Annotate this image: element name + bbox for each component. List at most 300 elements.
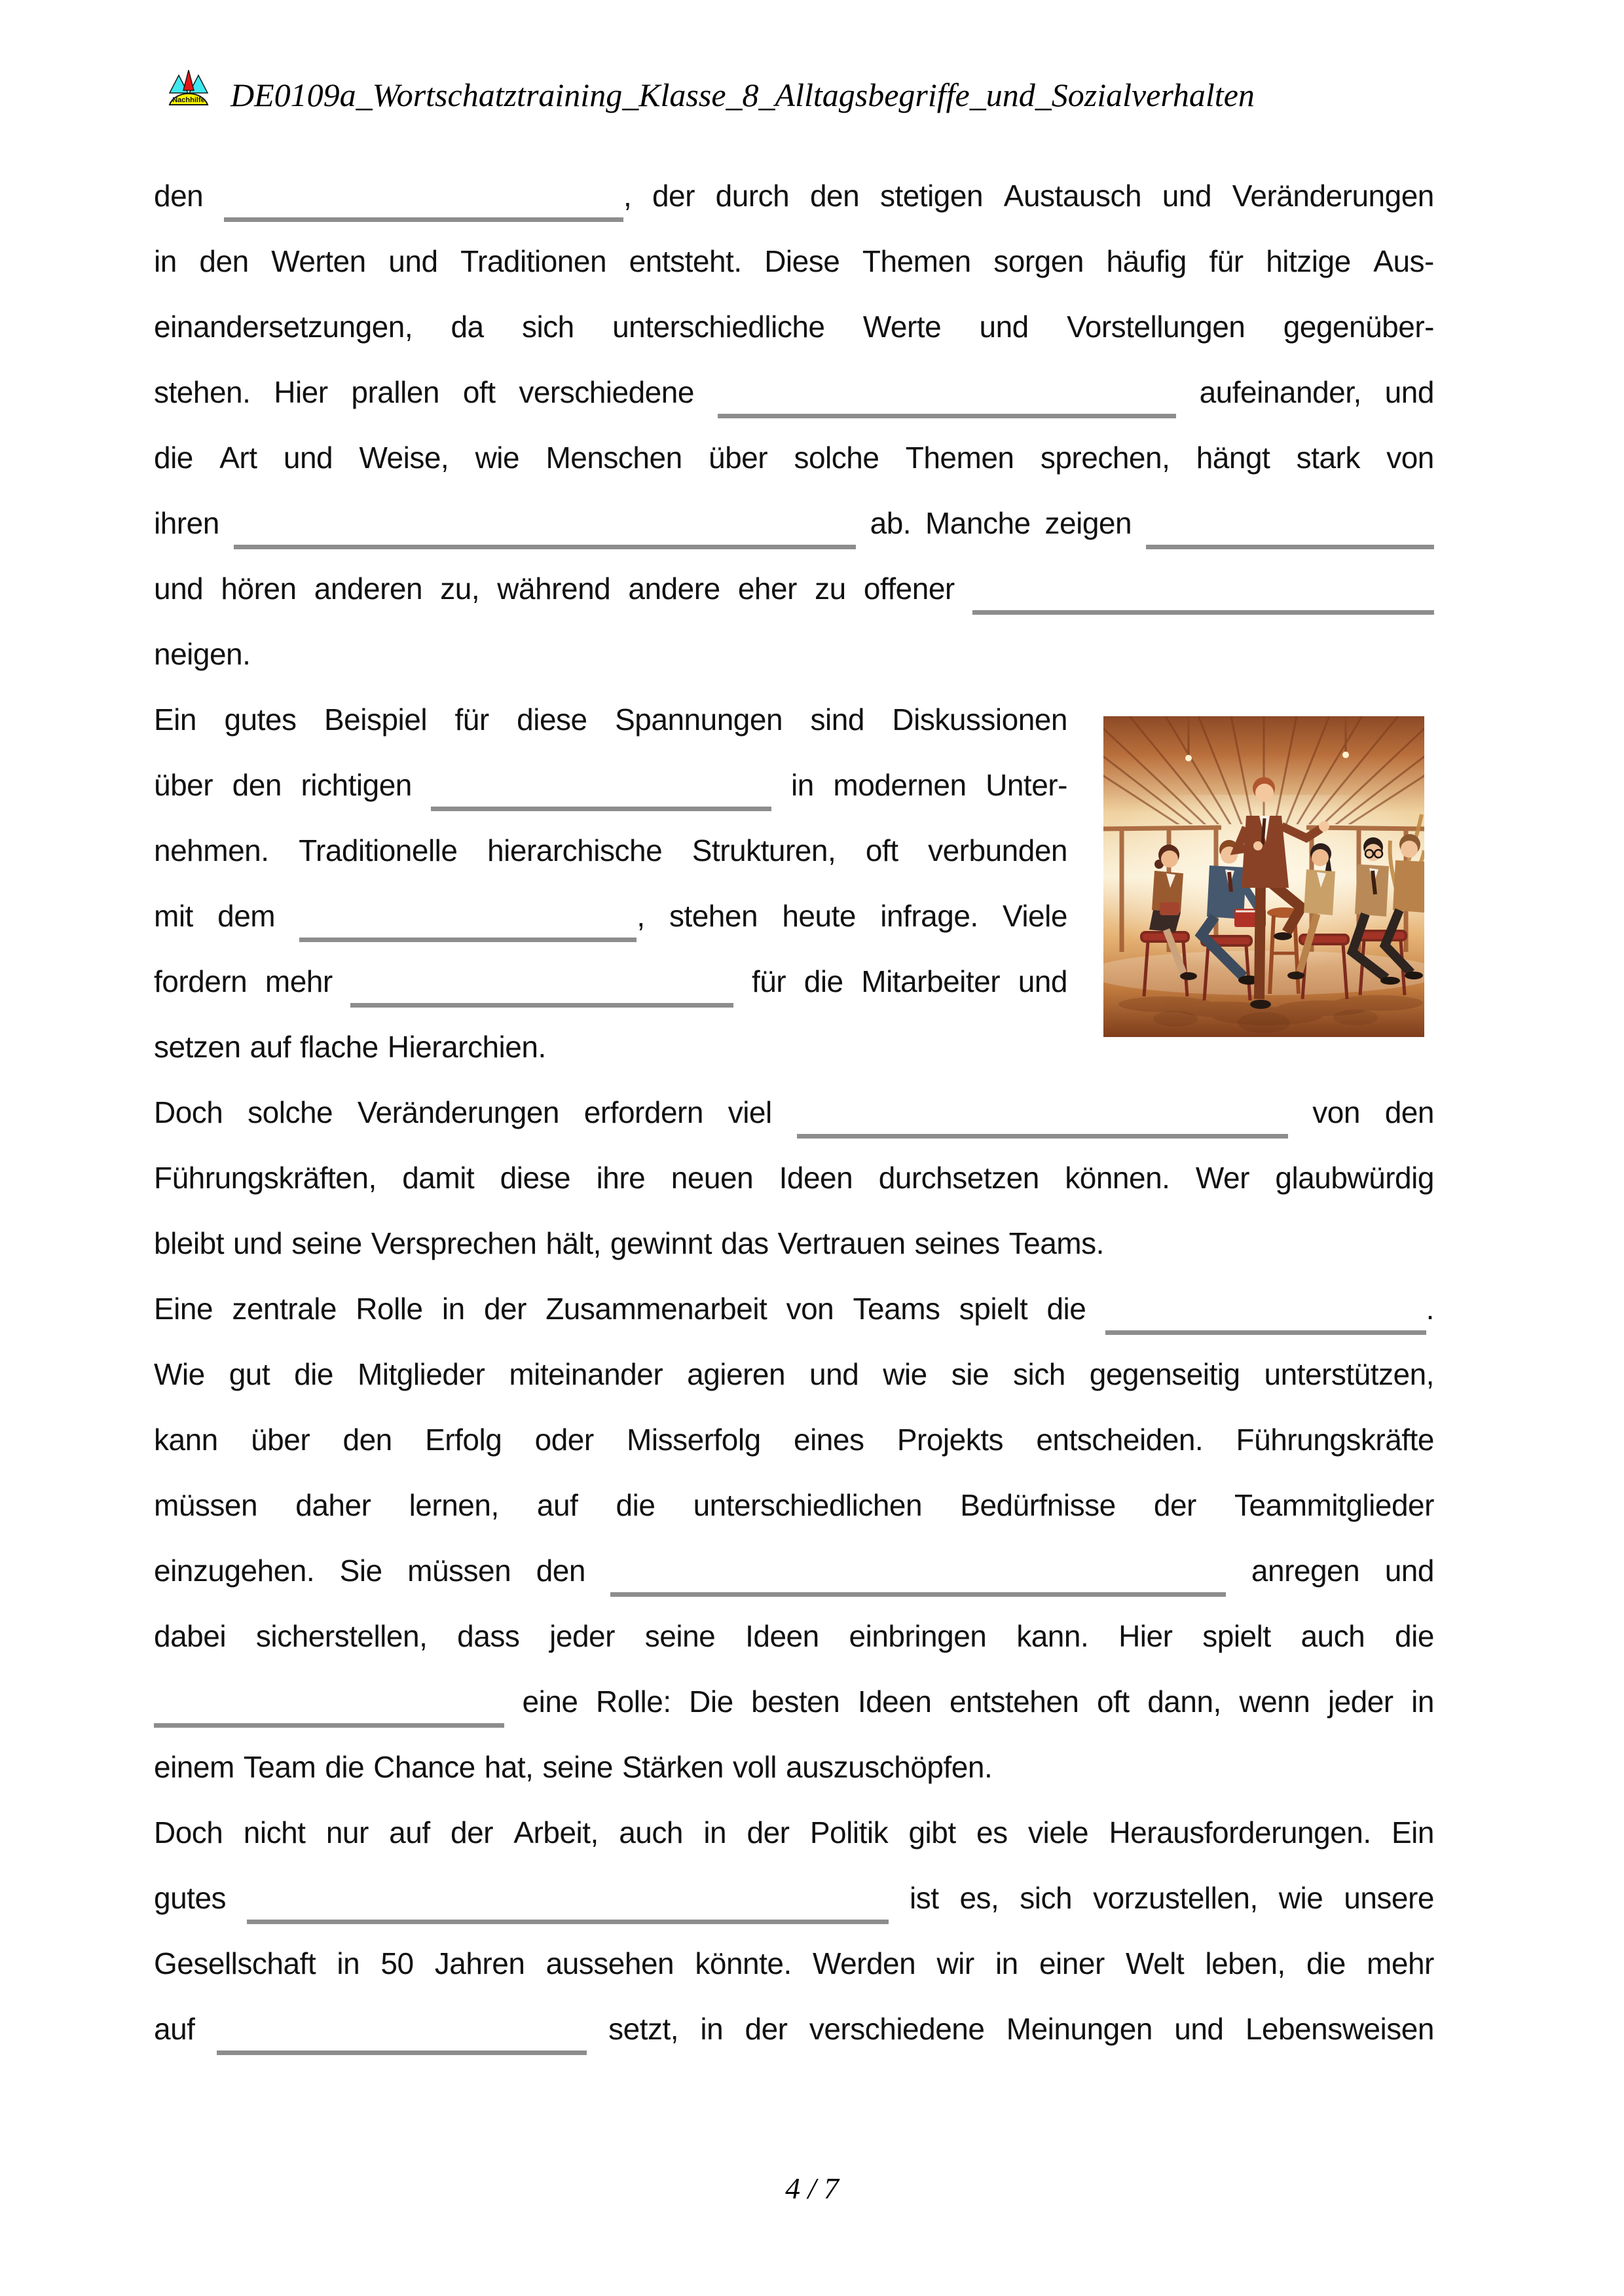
text-line	[154, 571, 1434, 636]
word: dabei	[154, 1619, 227, 1653]
word: auf	[154, 2012, 195, 2046]
word: auch	[1301, 1619, 1365, 1653]
word: gewinnt	[610, 1226, 712, 1260]
word: der	[652, 179, 695, 213]
document-title: DE0109a_Wortschatztraining_Klasse_8_Alltagsbegriffe_und_Sozialverhalten	[231, 77, 1255, 113]
text-line	[154, 1815, 1434, 1880]
blank-token	[431, 767, 771, 803]
word: mit	[154, 899, 193, 933]
word: mehr	[1367, 1946, 1434, 1980]
blank-token: ,	[299, 898, 644, 934]
text-line	[154, 1422, 1434, 1487]
word: richtigen	[301, 768, 412, 802]
word: jeder	[549, 1619, 615, 1653]
word: Traditionen	[460, 244, 607, 278]
word: Austausch	[1003, 179, 1142, 213]
word: ab.	[870, 506, 912, 540]
fill-in-blank[interactable]	[718, 397, 1176, 418]
text-line	[154, 1095, 1434, 1160]
word: Unter-	[986, 768, 1067, 802]
word: Beispiel	[323, 702, 428, 737]
blank-token: .	[1105, 1291, 1434, 1326]
word: glaubwürdig	[1275, 1161, 1434, 1195]
word: verschiedene	[809, 2012, 985, 2046]
word: setzt,	[608, 2012, 679, 2046]
text-line	[154, 1487, 1434, 1553]
word: Versprechen	[371, 1226, 537, 1260]
word: in	[703, 1815, 727, 1850]
word: Wie	[154, 1357, 205, 1391]
blank-token	[247, 1880, 889, 1916]
word: aufeinander,	[1199, 375, 1361, 409]
word: hierarchische	[487, 833, 663, 867]
word: viele	[1027, 1815, 1089, 1850]
text-line	[154, 1553, 1434, 1618]
word: auch	[619, 1815, 683, 1850]
text-line	[154, 505, 1434, 571]
word: den	[199, 244, 249, 278]
page-footer	[0, 2171, 1624, 2206]
word: Viele	[1002, 899, 1067, 933]
word: Team	[243, 1750, 316, 1784]
word: und	[388, 244, 438, 278]
word: müssen	[407, 1554, 511, 1588]
meeting-illustration	[1103, 716, 1424, 1037]
word: 50	[380, 1946, 414, 1980]
word: und	[1384, 1554, 1434, 1588]
word: hält,	[545, 1226, 601, 1260]
word: dann,	[1147, 1685, 1221, 1719]
word: Veränderungen	[1232, 179, 1434, 213]
word: seines	[914, 1226, 1000, 1260]
blank-token	[972, 571, 1434, 606]
nachhilfe-logo	[168, 69, 210, 106]
word: über	[709, 441, 768, 475]
word: Themen	[862, 244, 971, 278]
blank-token	[217, 2011, 587, 2047]
word: Strukturen,	[692, 833, 836, 867]
word: den	[342, 1423, 392, 1457]
word: und	[979, 310, 1029, 344]
word: Mitglieder	[357, 1357, 485, 1391]
text-line	[154, 833, 1067, 898]
word: Veränderungen	[357, 1095, 560, 1129]
word: seine	[291, 1226, 362, 1260]
word: müssen	[154, 1488, 258, 1522]
fill-in-blank[interactable]	[299, 920, 637, 942]
word: sich	[1020, 1881, 1073, 1915]
word: Herausforderungen.	[1109, 1815, 1371, 1850]
text-line	[154, 178, 1434, 244]
text-line	[154, 244, 1434, 309]
word: die	[325, 1750, 365, 1784]
fill-in-blank[interactable]	[1146, 528, 1434, 549]
word: voll	[732, 1750, 777, 1784]
word: Projekts	[896, 1423, 1003, 1457]
word: Hier	[1118, 1619, 1173, 1653]
word: der	[745, 2012, 788, 2046]
word: Weise,	[359, 441, 449, 475]
word: dass	[457, 1619, 520, 1653]
word: zu	[815, 572, 846, 606]
word: prallen	[351, 375, 439, 409]
word: die	[1395, 1619, 1434, 1653]
word: Misserfolg	[627, 1423, 761, 1457]
word: Politik	[809, 1815, 889, 1850]
word: lernen,	[409, 1488, 499, 1522]
word: auf	[536, 1488, 578, 1522]
logo-mountain-center	[183, 70, 194, 90]
word: eine	[522, 1685, 578, 1719]
word: oft	[865, 833, 898, 867]
fill-in-blank[interactable]	[234, 528, 856, 549]
word: der	[483, 1292, 526, 1326]
fill-in-blank[interactable]	[431, 790, 771, 811]
word: zentrale	[232, 1292, 337, 1326]
text-line	[154, 636, 1434, 702]
word: besten	[751, 1685, 840, 1719]
word: damit	[402, 1161, 475, 1195]
word: die	[154, 441, 193, 475]
word: auf	[389, 1815, 430, 1850]
word: Ein	[154, 702, 196, 737]
word: einandersetzungen,	[154, 310, 413, 344]
word: Zusammenarbeit	[545, 1292, 767, 1326]
word: für	[454, 702, 489, 737]
word: ihre	[596, 1161, 646, 1195]
word: gibt	[908, 1815, 956, 1850]
text-line	[154, 1029, 1067, 1095]
fill-in-blank[interactable]	[247, 1903, 889, 1924]
word: Vorstellungen	[1067, 310, 1246, 344]
word: Teams.	[1008, 1226, 1104, 1260]
word: miteinander	[509, 1357, 663, 1391]
word: wie	[883, 1357, 927, 1391]
word: einem	[154, 1750, 234, 1784]
word: Mitarbeiter	[861, 964, 1001, 998]
word: seine	[542, 1750, 613, 1784]
text-line	[154, 1357, 1434, 1422]
blank-token	[234, 505, 856, 541]
word: Rolle	[356, 1292, 423, 1326]
word: offener	[863, 572, 955, 606]
word: Sie	[339, 1554, 382, 1588]
word: von	[1312, 1095, 1360, 1129]
word: einer	[1039, 1946, 1105, 1980]
word: der	[1153, 1488, 1196, 1522]
blank-token	[1146, 505, 1434, 541]
fill-in-blank[interactable]	[797, 1117, 1288, 1139]
word: Lebensweisen	[1245, 2012, 1434, 2046]
word: Führungskräften,	[154, 1161, 377, 1195]
word: in	[441, 1292, 465, 1326]
word: könnte.	[695, 1946, 792, 1980]
word: viel	[728, 1095, 772, 1129]
word: stehen.	[154, 375, 251, 409]
word: entsteht.	[629, 244, 742, 278]
word: Ideen	[745, 1619, 819, 1653]
word: Erfolg	[425, 1423, 502, 1457]
word: anregen	[1251, 1554, 1360, 1588]
word: in	[995, 1946, 1018, 1980]
fill-in-blank[interactable]	[224, 200, 623, 222]
word: wenn	[1239, 1685, 1310, 1719]
word: nehmen.	[154, 833, 269, 867]
word: heute	[782, 899, 856, 933]
word: den	[154, 179, 204, 213]
word: Jahren	[434, 1946, 525, 1980]
word: entstehen	[949, 1685, 1079, 1719]
word: diese	[500, 1161, 571, 1195]
word: Ideen	[779, 1161, 853, 1195]
word: nur	[325, 1815, 369, 1850]
word: stetigen	[879, 179, 984, 213]
word: und	[154, 572, 204, 606]
fill-in-blank[interactable]	[972, 593, 1434, 615]
word: Werten	[271, 244, 366, 278]
word: sind	[810, 702, 864, 737]
word: oder	[534, 1423, 594, 1457]
word: Hier	[274, 375, 328, 409]
word: mehr	[265, 964, 333, 998]
word: Hierarchien.	[387, 1030, 546, 1064]
word: verbunden	[928, 833, 1067, 867]
text-line	[154, 1880, 1434, 1946]
word: in	[791, 768, 814, 802]
word: wie	[475, 441, 520, 475]
word: von	[786, 1292, 834, 1326]
word: da	[451, 310, 484, 344]
word: von	[1386, 441, 1434, 475]
word: spielt	[1202, 1619, 1271, 1653]
word: die	[616, 1488, 655, 1522]
word: das	[720, 1226, 769, 1260]
word: die	[1306, 1946, 1346, 1980]
word: eines	[794, 1423, 864, 1457]
word: hängt	[1196, 441, 1270, 475]
word: und	[1162, 179, 1212, 213]
fill-in-blank[interactable]	[217, 2033, 587, 2055]
word: kann.	[1016, 1619, 1089, 1653]
word: seine	[644, 1619, 716, 1653]
word: unsere	[1344, 1881, 1434, 1915]
word: unterstützen,	[1264, 1357, 1434, 1391]
word: fordern	[154, 964, 248, 998]
word: Themen	[905, 441, 1014, 475]
word: Ideen	[857, 1685, 932, 1719]
word: Welt	[1125, 1946, 1185, 1980]
word: Bedürfnisse	[960, 1488, 1116, 1522]
text-line	[154, 1684, 1434, 1749]
text-line	[154, 898, 1067, 964]
worksheet-text	[154, 178, 1434, 2077]
word: Stärken	[621, 1750, 724, 1784]
blank-token	[610, 1553, 1226, 1588]
word: zeigen	[1044, 506, 1132, 540]
word: Traditionelle	[299, 833, 458, 867]
word: und	[283, 441, 333, 475]
blank-token	[718, 374, 1176, 410]
word: jeder	[1327, 1685, 1393, 1719]
blank-token	[797, 1095, 1288, 1130]
word: Art	[219, 441, 257, 475]
word: einzugehen.	[154, 1554, 315, 1588]
word: gegenseitig	[1089, 1357, 1240, 1391]
word: häufig	[1106, 244, 1187, 278]
word: diese	[517, 702, 587, 737]
word: stark	[1296, 441, 1360, 475]
word: den	[232, 768, 282, 802]
word: flache	[299, 1030, 378, 1064]
word: Spannungen	[615, 702, 783, 737]
word: Werden	[812, 1946, 916, 1980]
word: Manche	[925, 506, 1031, 540]
fill-in-blank[interactable]	[350, 986, 733, 1008]
fill-in-blank[interactable]	[610, 1575, 1226, 1597]
word: einbringen	[849, 1619, 987, 1653]
word: Chance	[373, 1750, 475, 1784]
text-line	[154, 1291, 1434, 1357]
word: spielt	[959, 1292, 1028, 1326]
word: ist	[909, 1881, 939, 1915]
word: und	[232, 1226, 283, 1260]
word: durchsetzen	[878, 1161, 1039, 1195]
word: neuen	[671, 1161, 754, 1195]
word: ihren	[154, 506, 219, 540]
word: unterschiedliche	[612, 310, 825, 344]
word: Wer	[1195, 1161, 1249, 1195]
text-line	[154, 1946, 1434, 2011]
word: vorzustellen,	[1093, 1881, 1258, 1915]
word: Werte	[862, 310, 942, 344]
text-line	[154, 1618, 1434, 1684]
word: es	[976, 1815, 1008, 1850]
word: Aus-	[1373, 244, 1434, 278]
word: den	[536, 1554, 585, 1588]
word: für	[1209, 244, 1244, 278]
word: sicherstellen,	[255, 1619, 428, 1653]
word: die	[1046, 1292, 1086, 1326]
word: hitzige	[1266, 244, 1351, 278]
text-line	[154, 964, 1067, 1029]
word: Teammitglieder	[1234, 1488, 1434, 1522]
word: auszuschöpfen.	[786, 1750, 993, 1784]
word: solche	[794, 441, 879, 475]
word: erfordern	[583, 1095, 703, 1129]
text-line	[154, 702, 1067, 767]
word: den	[809, 179, 860, 213]
word: Diese	[764, 244, 840, 278]
blank-token	[350, 964, 733, 999]
fill-in-blank[interactable]	[154, 1706, 504, 1728]
blank-token	[154, 1684, 504, 1719]
word: die	[294, 1357, 333, 1391]
word: der	[747, 1815, 790, 1850]
word: hören	[221, 572, 297, 606]
word: nicht	[243, 1815, 306, 1850]
word: Eine	[154, 1292, 213, 1326]
word: durch	[715, 179, 790, 213]
word: wie	[1278, 1881, 1323, 1915]
word: und	[1018, 964, 1067, 998]
word: es,	[959, 1881, 999, 1915]
word: in	[337, 1946, 360, 1980]
word: Menschen	[545, 441, 682, 475]
word: sich	[521, 310, 574, 344]
word: Führungskräfte	[1236, 1423, 1434, 1457]
word: Doch	[154, 1815, 223, 1850]
word: über	[154, 768, 213, 802]
word: Arbeit,	[513, 1815, 599, 1850]
word: Teams	[853, 1292, 940, 1326]
word: eher	[737, 572, 797, 606]
fill-in-blank[interactable]	[1105, 1313, 1426, 1335]
word: aussehen	[545, 1946, 674, 1980]
word: modernen	[833, 768, 967, 802]
word: können.	[1065, 1161, 1170, 1195]
word: setzen	[154, 1030, 241, 1064]
word: Doch	[154, 1095, 223, 1129]
page-number: 4 / 7	[785, 2172, 839, 2205]
word: anderen	[314, 572, 423, 606]
word: in	[154, 244, 177, 278]
word: hat,	[484, 1750, 534, 1784]
logo-label: Nachhilfe	[172, 96, 205, 104]
word: gutes	[224, 702, 297, 737]
word: kann	[154, 1423, 218, 1457]
word: während	[497, 572, 611, 606]
word: Meinungen	[1006, 2012, 1153, 2046]
word: sie	[951, 1357, 989, 1391]
blank-token: ,	[224, 178, 631, 213]
word: auf	[249, 1030, 291, 1064]
word: der	[451, 1815, 493, 1850]
word: und	[1384, 375, 1434, 409]
word: Vertrauen	[777, 1226, 906, 1260]
word: oft	[1097, 1685, 1130, 1719]
text-line	[154, 2011, 1434, 2077]
word: wir	[936, 1946, 974, 1980]
text-line	[154, 1226, 1434, 1291]
word: sorgen	[993, 244, 1084, 278]
word: zu,	[440, 572, 480, 606]
word: Diskussionen	[892, 702, 1067, 737]
word: die	[803, 964, 843, 998]
word: Gesellschaft	[154, 1946, 316, 1980]
word: neigen.	[154, 637, 251, 671]
word: leben,	[1205, 1946, 1285, 1980]
word: in	[700, 2012, 724, 2046]
word: in	[1411, 1685, 1434, 1719]
word: andere	[628, 572, 720, 606]
word: sprechen,	[1040, 441, 1170, 475]
word: agieren	[687, 1357, 786, 1391]
word: daher	[295, 1488, 371, 1522]
text-line	[154, 767, 1067, 833]
text-line	[154, 1749, 1434, 1815]
word: Rolle:	[596, 1685, 671, 1719]
word: den	[1384, 1095, 1434, 1129]
word: gutes	[154, 1881, 227, 1915]
text-line	[154, 374, 1434, 440]
word: oft	[462, 375, 496, 409]
word: für	[751, 964, 786, 998]
word: dem	[217, 899, 276, 933]
word: und	[809, 1357, 859, 1391]
word: über	[251, 1423, 310, 1457]
word: verschiedene	[519, 375, 694, 409]
word: sich	[1012, 1357, 1065, 1391]
